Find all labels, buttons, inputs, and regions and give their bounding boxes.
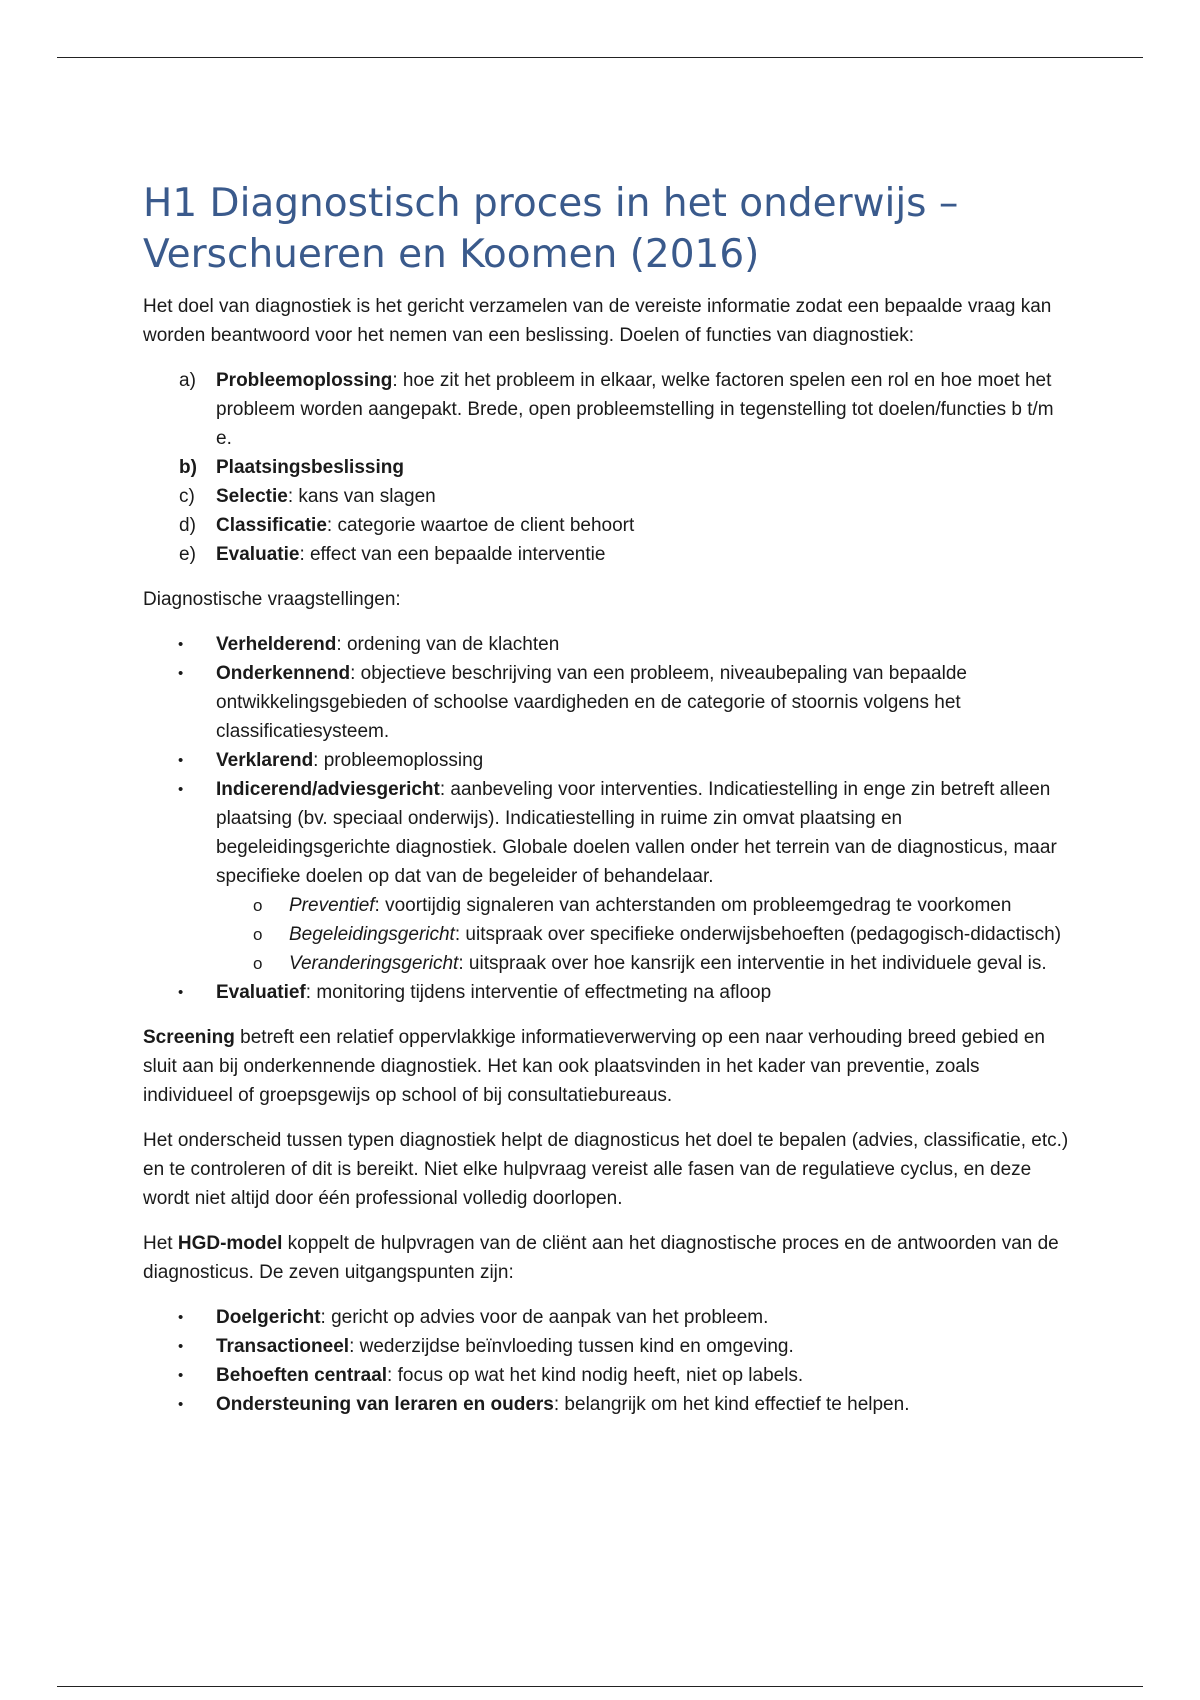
item-text: : gericht op advies voor de aanpak van het probleem. xyxy=(320,1307,769,1328)
list-item xyxy=(143,453,1073,482)
list-item xyxy=(143,630,1073,659)
list-item xyxy=(143,540,1073,569)
circle-bullet-icon: o xyxy=(253,954,263,973)
sub-list-item xyxy=(216,949,1073,978)
item-text: : uitspraak over specifieke onderwijsbehoeften (pedagogisch-didactisch) xyxy=(454,924,1062,945)
list-item xyxy=(143,978,1073,1007)
item-term: Onderkennend xyxy=(216,663,351,684)
item-term: Behoeften centraal xyxy=(216,1365,388,1386)
screening-paragraph xyxy=(143,1023,1073,1110)
list-item xyxy=(143,366,1073,453)
circle-bullet-icon: o xyxy=(253,925,263,944)
hgd-paragraph xyxy=(143,1229,1073,1287)
sub-list-item xyxy=(216,920,1073,949)
item-text: : categorie waartoe de client behoort xyxy=(326,515,635,536)
item-text: : focus op wat het kind nodig heeft, niet op labels. xyxy=(387,1365,804,1386)
item-term: Plaatsingsbeslissing xyxy=(216,457,404,478)
item-term: Verklarend xyxy=(216,750,314,771)
item-term: Indicerend/adviesgericht xyxy=(216,779,440,800)
item-text: : monitoring tijdens interventie of effectmeting na afloop xyxy=(305,982,772,1003)
bullet-icon: • xyxy=(178,1309,184,1326)
item-term: Veranderingsgericht xyxy=(289,953,459,974)
list-item xyxy=(143,746,1073,775)
list-marker: e) xyxy=(179,544,196,565)
item-text: : ordening van de klachten xyxy=(336,634,560,655)
item-text: : hoe zit het probleem in elkaar, welke factoren spelen een rol en hoe moet het probleem worden aangepakt. Brede, open probleemstelling in tegenstelling tot doelen/functies b t/m e. xyxy=(216,370,1054,449)
top-rule xyxy=(57,57,1143,58)
bullet-icon: • xyxy=(178,665,184,682)
indication-subtypes-list xyxy=(216,891,1073,978)
hgd-before: Het xyxy=(143,1233,178,1254)
hgd-after: koppelt de hulpvragen van de cliënt aan het diagnostische proces en de antwoorden van de diagnosticus. De zeven uitgangspunten zijn: xyxy=(143,1233,1059,1283)
item-term: Evaluatief xyxy=(216,982,306,1003)
questions-list xyxy=(143,630,1073,1007)
screening-term: Screening xyxy=(143,1027,235,1048)
list-item xyxy=(143,1390,1073,1419)
principles-list xyxy=(143,1303,1073,1419)
item-term: Transactioneel xyxy=(216,1336,350,1357)
questions-intro: Diagnostische vraagstellingen: xyxy=(143,589,401,610)
page-title: H1 Diagnostisch proces in het onderwijs – Verschueren en Koomen (2016) xyxy=(143,181,959,277)
item-text: : aanbeveling voor interventies. Indicatiestelling in enge zin betreft alleen plaatsing (bv. speciaal onderwijs). Indicatiestelling in ruime zin omvat plaatsing en begeleidingsgerichte diagnostiek. Globale doelen vallen onder het terrein van de diagnosticus, maar specifieke doelen op dat van de begeleider of behandelaar. xyxy=(216,779,1057,887)
item-text: : kans van slagen xyxy=(287,486,436,507)
list-item xyxy=(143,1361,1073,1390)
bullet-icon: • xyxy=(178,984,184,1001)
bullet-icon: • xyxy=(178,1338,184,1355)
bottom-rule xyxy=(57,1686,1143,1687)
list-marker: a) xyxy=(179,370,196,391)
list-item xyxy=(143,482,1073,511)
bullet-icon: • xyxy=(178,1396,184,1413)
bullet-icon: • xyxy=(178,1367,184,1384)
item-term: Evaluatie xyxy=(216,544,300,565)
item-text: : wederzijdse beïnvloeding tussen kind en omgeving. xyxy=(349,1336,794,1357)
screening-text: betreft een relatief oppervlakkige informatieverwerving op een naar verhouding breed gebied en sluit aan bij onderkennende diagnostiek. Het kan ook plaatsvinden in het kader van preventie, zoals individueel of groepsgewijs op school of bij consultatiebureaus. xyxy=(143,1027,1046,1106)
item-term: Classificatie xyxy=(216,515,327,536)
list-item xyxy=(143,1332,1073,1361)
document-body xyxy=(143,178,1073,1435)
sub-list-item xyxy=(216,891,1073,920)
item-term: Verhelderend xyxy=(216,634,337,655)
functions-list xyxy=(143,366,1073,569)
list-marker: c) xyxy=(179,486,195,507)
item-text: : effect van een bepaalde interventie xyxy=(299,544,606,565)
intro-paragraph: Het doel van diagnostiek is het gericht verzamelen van de vereiste informatie zodat een bepaalde vraag kan worden beantwoord voor het nemen van een beslissing. Doelen of functies van diagnostiek: xyxy=(143,296,1052,346)
list-item xyxy=(143,511,1073,540)
bullet-icon: • xyxy=(178,781,184,798)
item-text: : objectieve beschrijving van een probleem, niveaubepaling van bepaalde ontwikkelingsgebieden of schoolse vaardigheden en de categorie of stoornis volgens het classificatiesysteem. xyxy=(216,663,967,742)
list-marker: b) xyxy=(179,457,197,478)
circle-bullet-icon: o xyxy=(253,896,263,915)
list-item xyxy=(143,775,1073,978)
distinction-paragraph: Het onderscheid tussen typen diagnostiek helpt de diagnosticus het doel te bepalen (advies, classificatie, etc.) en te controleren of dit is bereikt. Niet elke hulpvraag vereist alle fasen van de regulatieve cyclus, en deze wordt niet altijd door één professional volledig doorlopen. xyxy=(143,1130,1069,1209)
item-text: : belangrijk om het kind effectief te helpen. xyxy=(553,1394,910,1415)
item-term: Doelgericht xyxy=(216,1307,321,1328)
item-text: : probleemoplossing xyxy=(313,750,484,771)
item-term: Ondersteuning van leraren en ouders xyxy=(216,1394,554,1415)
item-term: Begeleidingsgericht xyxy=(289,924,455,945)
list-item xyxy=(143,659,1073,746)
list-marker: d) xyxy=(179,515,196,536)
item-term: Preventief xyxy=(289,895,375,916)
item-text: : uitspraak over hoe kansrijk een interventie in het individuele geval is. xyxy=(458,953,1047,974)
bullet-icon: • xyxy=(178,752,184,769)
item-text: : voortijdig signaleren van achterstanden om probleemgedrag te voorkomen xyxy=(374,895,1012,916)
list-item xyxy=(143,1303,1073,1332)
item-term: Selectie xyxy=(216,486,288,507)
item-term: Probleemoplossing xyxy=(216,370,393,391)
hgd-term: HGD-model xyxy=(177,1233,283,1254)
bullet-icon: • xyxy=(178,636,184,653)
